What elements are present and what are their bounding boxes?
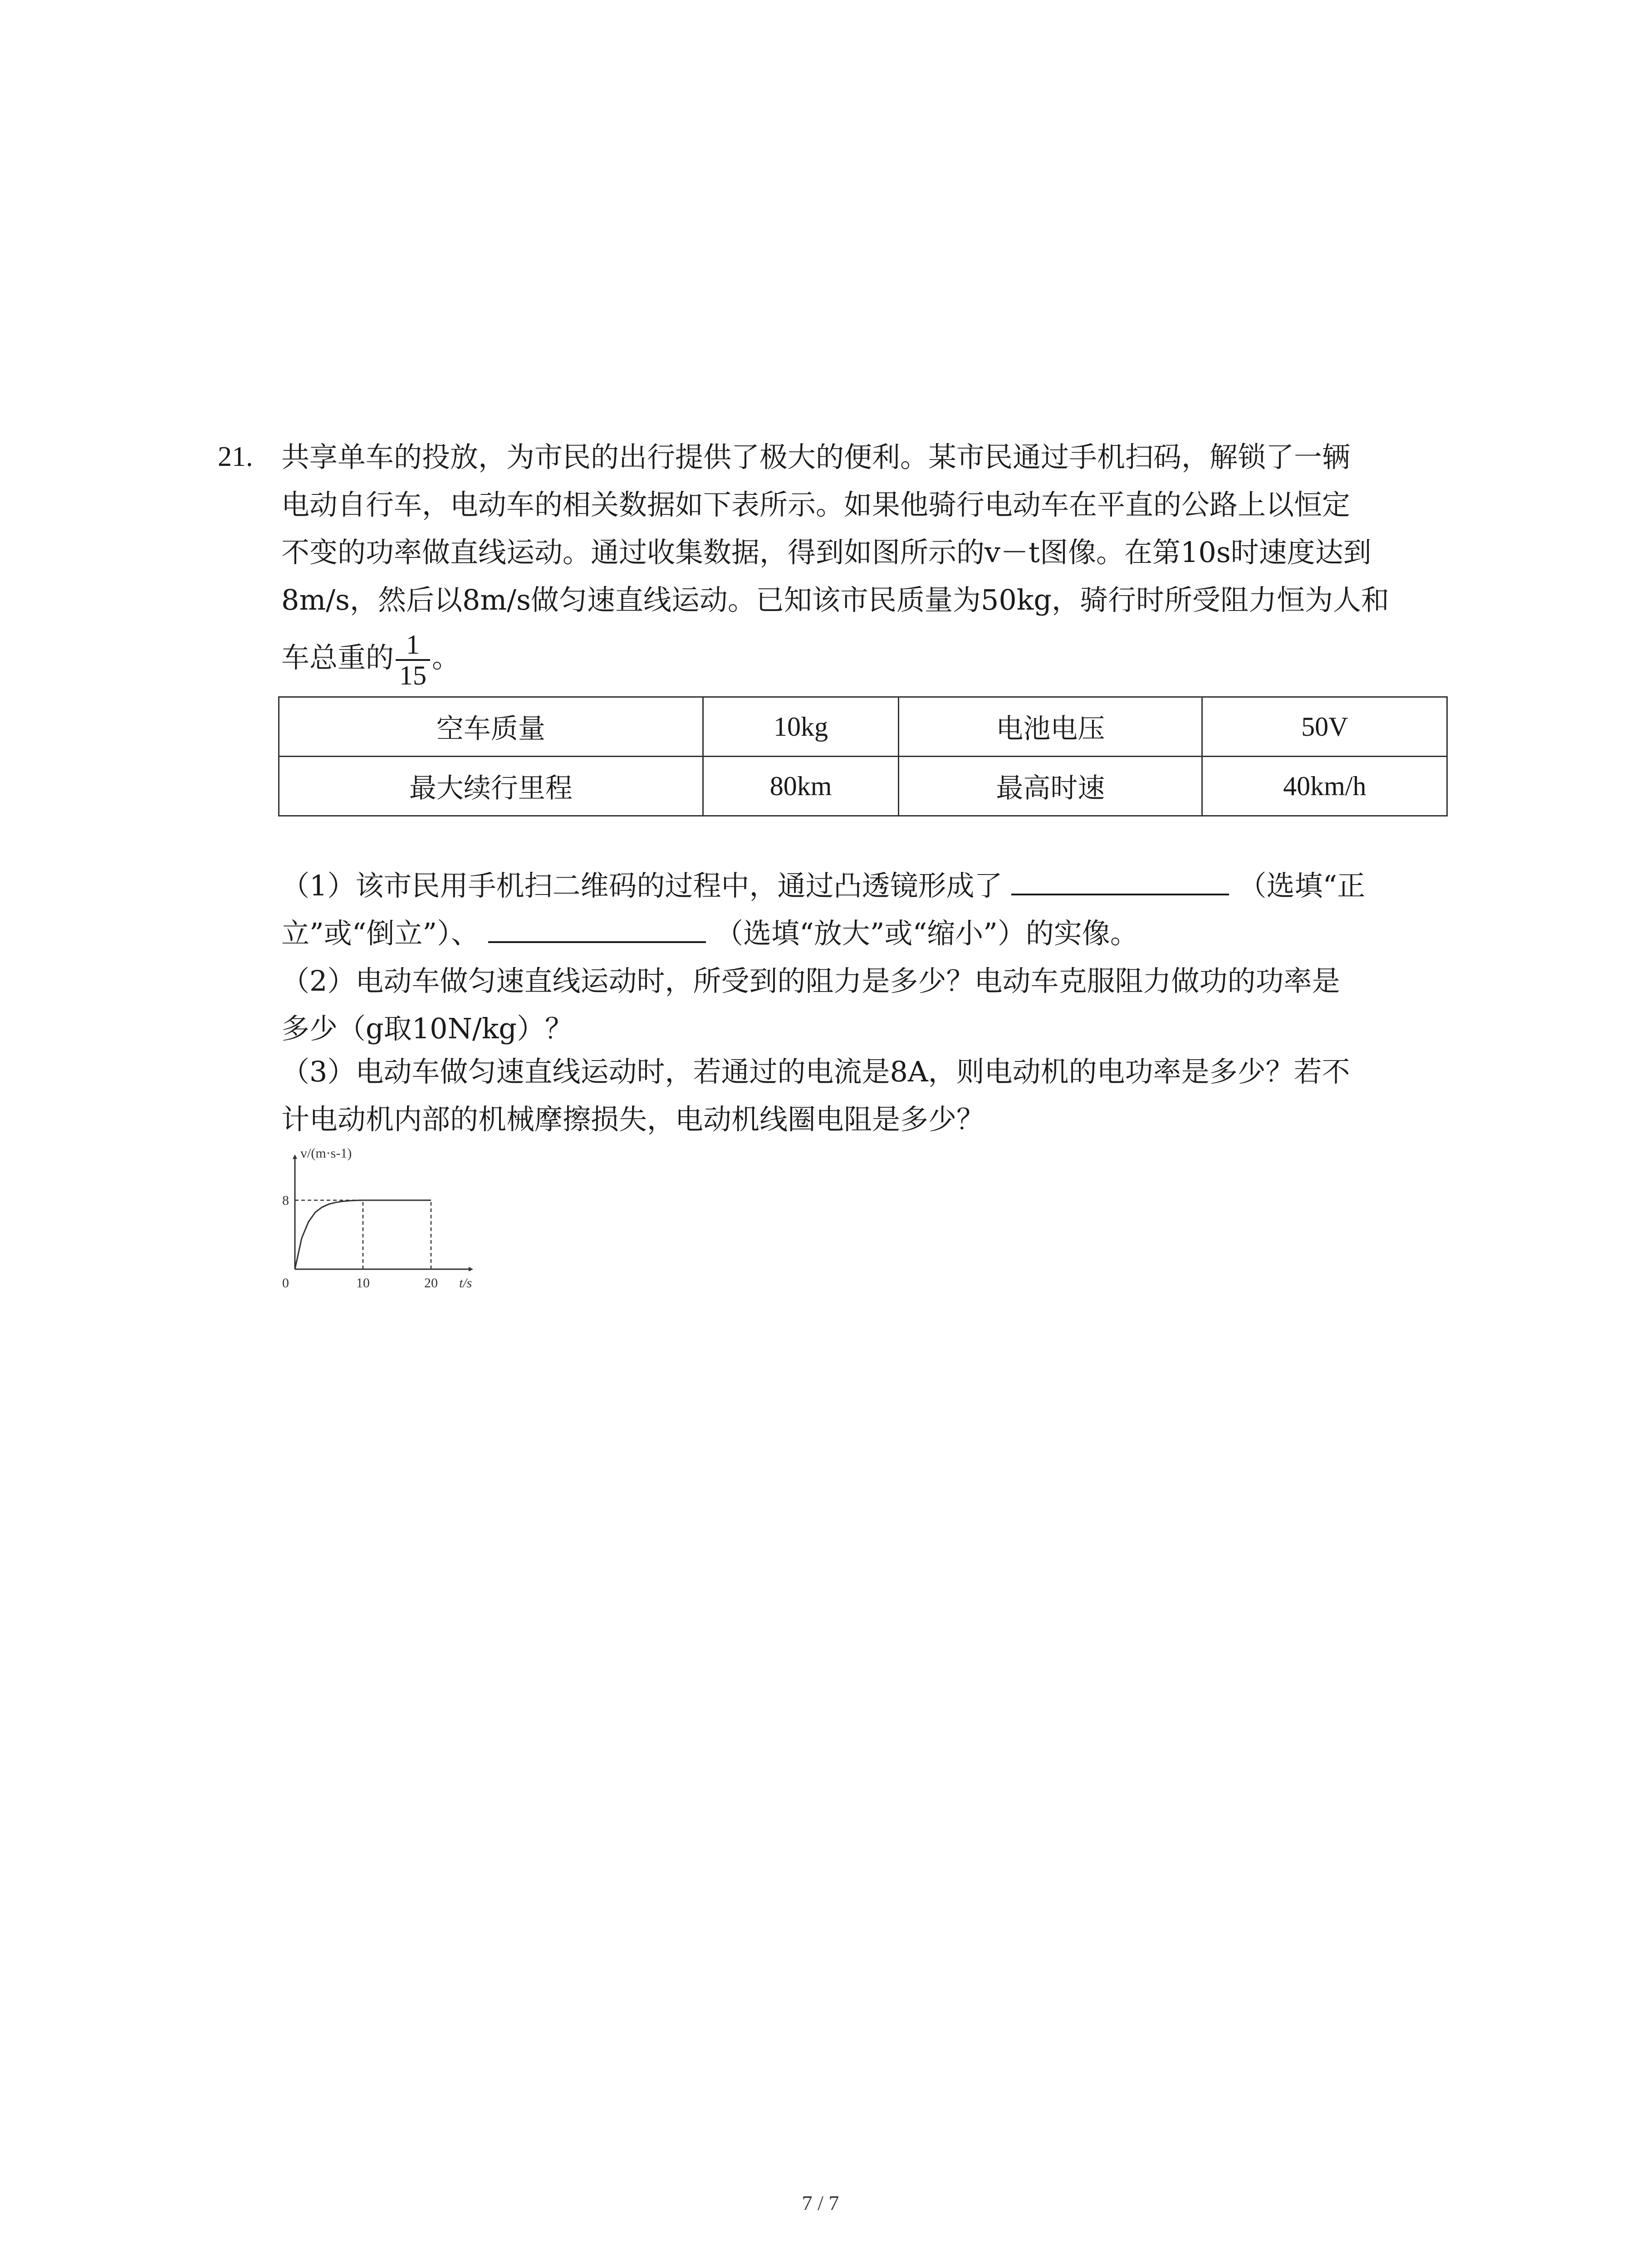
fraction-denominator: 15 xyxy=(399,660,427,690)
sub1-text-d: （选填“放大”或“缩小”）的实像。 xyxy=(715,917,1138,950)
sub3-line-2: 计电动机内部的机械摩擦损失，电动机线圈电阻是多少？ xyxy=(281,1103,985,1136)
answer-blank-2[interactable] xyxy=(488,914,706,943)
sub1-line-1 xyxy=(281,862,1452,909)
sub2-line-2: 多少（g取10N/kg）？ xyxy=(281,1012,573,1045)
reference-lines xyxy=(295,1200,431,1269)
answer-blank-1[interactable] xyxy=(1011,866,1229,895)
question-number: 21. xyxy=(218,441,253,472)
table-cell: 电池电压 xyxy=(899,697,1202,757)
question-21 xyxy=(218,433,1452,692)
x-tick-label: 20 xyxy=(424,1276,438,1290)
table-cell: 10kg xyxy=(703,697,899,757)
sub3-line-1: （3）电动车做匀速直线运动时，若通过的电流是8A，则电动机的电功率是多少？若不 xyxy=(281,1055,1350,1088)
stem-line-5-suffix: 。 xyxy=(432,641,460,674)
sub1-text-c: 立”或“倒立”）、 xyxy=(281,917,480,950)
y-axis-label: v/(m·s-1) xyxy=(300,1146,352,1161)
x-axis-label: t/s xyxy=(459,1276,472,1290)
table-row xyxy=(279,697,1447,757)
spec-table xyxy=(278,696,1448,816)
stem-line-3: 不变的功率做直线运动。通过收集数据，得到如图所示的v－t图像。在第10s时速度达到 xyxy=(281,536,1372,569)
sub1-line-2 xyxy=(281,909,1452,957)
fraction-numerator: 1 xyxy=(396,630,430,661)
table-row xyxy=(279,757,1447,816)
table-cell: 最高时速 xyxy=(899,757,1202,816)
table-cell: 空车质量 xyxy=(279,697,703,757)
stem-line-2: 电动自行车，电动车的相关数据如下表所示。如果他骑行电动车在平直的公路上以恒定 xyxy=(281,488,1351,521)
table-cell: 最大续行里程 xyxy=(279,757,703,816)
stem-line-1: 共享单车的投放，为市民的出行提供了极大的便利。某市民通过手机扫码，解锁了一辆 xyxy=(281,440,1351,474)
stem-line-4: 8m/s，然后以8m/s做匀速直线运动。已知该市民质量为50kg，骑行时所受阻力恒为人和 xyxy=(281,583,1390,616)
table-cell: 40km/h xyxy=(1202,757,1447,816)
origin-label: 0 xyxy=(282,1276,289,1290)
vt-graph xyxy=(272,1143,485,1315)
y-tick-label: 8 xyxy=(282,1193,289,1208)
sub-question-3 xyxy=(281,1048,1452,1143)
fraction xyxy=(396,630,430,690)
sub1-text-a: （1）该市民用手机扫二维码的过程中，通过凸透镜形成了 xyxy=(281,869,1003,902)
page-number: 7 / 7 xyxy=(802,2191,839,2214)
sub1-text-b: （选填“正 xyxy=(1238,869,1366,902)
table-cell: 50V xyxy=(1202,697,1447,757)
sub2-line-1: （2）电动车做匀速直线运动时，所受到的阻力是多少？电动车克服阻力做功的功率是 xyxy=(281,964,1340,997)
stem-line-5-prefix: 车总重的 xyxy=(281,641,394,674)
sub-question-1 xyxy=(281,862,1452,957)
stem-line-5 xyxy=(281,624,1452,692)
sub-question-2 xyxy=(281,957,1452,1052)
question-stem xyxy=(281,433,1452,692)
x-tick-label: 10 xyxy=(356,1276,370,1290)
table-cell: 80km xyxy=(703,757,899,816)
